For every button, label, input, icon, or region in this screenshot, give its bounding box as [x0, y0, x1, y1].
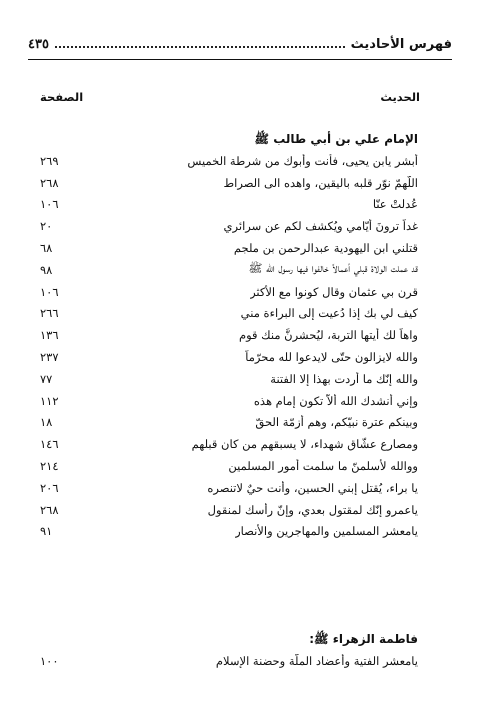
- hadith-text: أبشر يابن يحيى، فأنت وأبوك من شرطة الخميس: [187, 153, 418, 168]
- index-entry: [40, 194, 418, 216]
- page-ref: ٢٦٨: [40, 175, 59, 190]
- hadith-text: يا براء، يُقتل إبني الحسين، وأنت حيٌ لاتنصره: [207, 480, 418, 495]
- page-ref: ٧٧: [40, 371, 53, 386]
- page-ref: ٢٦٩: [40, 153, 59, 168]
- index-entry: [40, 521, 418, 543]
- hadith-text: اللّهمّ نوّر قلبه باليقين، واهده الى الصراط: [223, 175, 418, 190]
- page-ref: ٩٨: [40, 262, 53, 277]
- index-entry: [40, 499, 418, 521]
- section-title-ali: الإمام علي بن أبي طالب ﷺ: [254, 132, 418, 146]
- page-ref: ١٠٠: [40, 653, 59, 668]
- page-ref: ١٣٦: [40, 328, 59, 343]
- index-entry: [40, 281, 418, 303]
- index-entry: [40, 455, 418, 477]
- hadith-column-header: الحديث: [380, 90, 420, 104]
- index-entry: [40, 390, 418, 412]
- hadith-text: والله لايزالون حتّى لايدعوا لله محرّماً: [245, 350, 418, 365]
- hadith-text: قد عملت الولاة قبلي أعمالاً خالفوا فيها رسول الله ﷺ: [248, 261, 418, 276]
- running-head: [28, 33, 452, 55]
- index-entry: [40, 433, 418, 455]
- index-entry: [40, 237, 418, 259]
- page-ref: ٢١٤: [40, 459, 59, 474]
- hadith-text: عُدلتْ عنّا: [372, 197, 418, 212]
- index-entry: [40, 412, 418, 434]
- running-head-title: فهرس الأحاديث: [350, 36, 452, 52]
- column-headers: [40, 90, 420, 104]
- index-entry: [40, 650, 418, 672]
- page-ref: ٢٠٦: [40, 480, 59, 495]
- header-rule: [28, 59, 452, 60]
- index-entry: [40, 324, 418, 346]
- hadith-text: ومصارع عشّاق شهداء، لا يسبقهم من كان قبلهم: [191, 437, 418, 452]
- hadith-text: ووالله لأُسلمنّ ما سلمت أمور المسلمين: [228, 459, 418, 474]
- hadith-text: غداً ترونَ أيّامي ويُكشف لكم عن سرائري: [223, 219, 418, 234]
- dot-leader: [55, 46, 345, 48]
- page-ref: ٢٣٧: [40, 350, 59, 365]
- hadith-text: وإني أُنشدك الله ألاّ تكون إمام هذه: [253, 393, 418, 408]
- index-entry: [40, 215, 418, 237]
- entries-fatima: [40, 650, 418, 672]
- index-entry: [40, 346, 418, 368]
- page-ref: ١١٢: [40, 393, 59, 408]
- hadith-text: يامعشر المسلمين والمهاجرين والأنصار: [235, 524, 418, 539]
- hadith-text: يامعشر الفتية وأعضاد الملّة وحضنة الإسلام: [215, 653, 418, 668]
- index-entry: [40, 150, 418, 172]
- hadith-text: كيف لي بك إذا دُعيت إلى البراءة مني: [240, 306, 418, 321]
- page-ref: ٩١: [40, 524, 53, 539]
- hadith-text: وبينكم عترة نبيّكم، وهم أزمّة الحقّ: [255, 415, 418, 430]
- page-ref: ١٨: [40, 415, 53, 430]
- page-ref: ٦٨: [40, 241, 53, 256]
- index-entry: [40, 172, 418, 194]
- page-ref: ١٠٦: [40, 197, 59, 212]
- page-ref: ١٠٦: [40, 284, 59, 299]
- index-entry: [40, 303, 418, 325]
- index-entry: [40, 368, 418, 390]
- entries-ali: [40, 150, 418, 542]
- index-entry: [40, 477, 418, 499]
- hadith-text: قتلني ابن اليهودية عبدالرحمن بن ملجم: [233, 241, 418, 256]
- index-entry: [40, 259, 418, 281]
- hadith-text: والله إنّك ما أردت بهذا إلا الفتنة: [270, 371, 418, 386]
- page-ref: ٢٦٦: [40, 306, 59, 321]
- hadith-text: ياعمرو إنّك لمقتول بعدي، وإنّ رأسك لمنقول: [207, 502, 418, 517]
- page-column-header: الصفحة: [40, 90, 84, 104]
- page-ref: ١٤٦: [40, 437, 59, 452]
- page-ref: ٢٦٨: [40, 502, 59, 517]
- hadith-text: واهاً لك أيتها التربة، ليُحشرنَّ منك قوم: [238, 328, 418, 343]
- page-ref: ٢٠: [40, 219, 53, 234]
- page-number: ٤٣٥: [28, 36, 49, 52]
- hadith-text: قرن بي عثمان وقال كونوا مع الأكثر: [250, 284, 418, 299]
- section-title-fatima: فاطمة الزهراء ﷺ:: [309, 632, 418, 646]
